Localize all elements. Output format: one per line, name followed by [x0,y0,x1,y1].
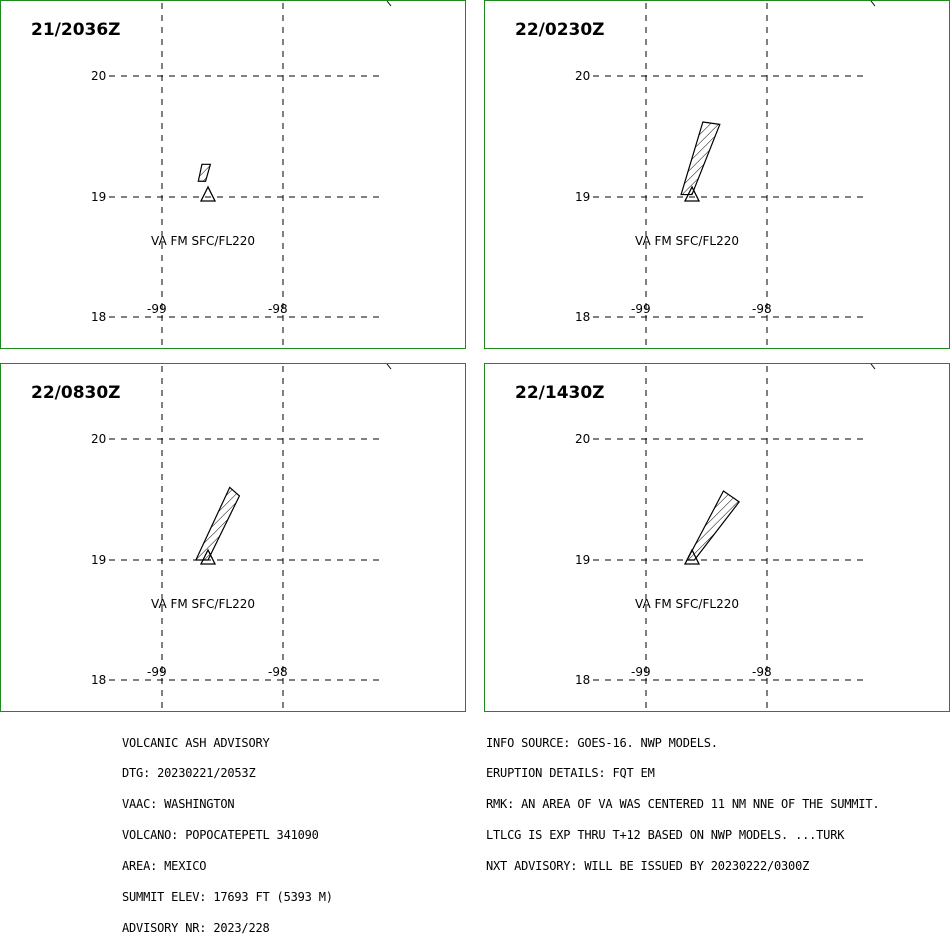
advisory-line: RMK: AN AREA OF VA WAS CENTERED 11 NM NNE OF THE SUMMIT. [486,797,880,812]
triangle-icon [201,187,215,201]
time-label: 22/0830Z [31,383,121,403]
advisory-line: SUMMIT ELEV: 17693 FT (5393 M) [122,890,333,905]
time-label: 21/2036Z [31,20,121,40]
longitude-label: -99 [631,665,651,679]
corner-tick [871,1,875,6]
longitude-label: -98 [752,302,772,316]
advisory-text-left [122,717,333,944]
longitude-label: -99 [147,302,167,316]
ash-cloud-polygon [196,487,240,560]
advisory-line: AREA: MEXICO [122,859,207,874]
advisory-text-right [486,717,879,882]
latitude-label: 19 [91,553,107,567]
latitude-label: 18 [575,673,591,687]
advisory-line: ERUPTION DETAILS: FQT EM [486,766,655,781]
latitude-label: 18 [575,310,591,324]
latitude-label: 18 [91,673,107,687]
ash-cloud-polygon [687,491,739,560]
advisory-line: VOLCANO: POPOCATEPETL 341090 [122,828,319,843]
map-panel-1 [0,0,466,349]
advisory-line: VAAC: WASHINGTON [122,797,235,812]
advisory-line: DTG: 20230221/2053Z [122,766,256,781]
latitude-label: 20 [91,69,107,83]
advisory-line: VOLCANIC ASH ADVISORY [122,735,270,750]
map-panel-3 [0,363,466,712]
map-panel-4 [484,363,950,712]
advisory-line: LTLCG IS EXP THRU T+12 BASED ON NWP MODELS. ...TURK [486,828,845,843]
va-level-label: VA FM SFC/FL220 [151,597,255,611]
longitude-label: -98 [752,665,772,679]
corner-tick [387,1,391,6]
latitude-label: 18 [91,310,107,324]
latitude-label: 20 [91,432,107,446]
corner-tick [387,364,391,369]
va-level-label: VA FM SFC/FL220 [635,234,739,248]
latitude-label: 20 [575,432,591,446]
advisory-line: INFO SOURCE: GOES-16. NWP MODELS. [486,735,718,750]
va-level-label: VA FM SFC/FL220 [635,597,739,611]
latitude-label: 19 [575,190,591,204]
latitude-label: 19 [91,190,107,204]
map-graphic [485,1,950,350]
latitude-label: 20 [575,69,591,83]
longitude-label: -99 [631,302,651,316]
time-label: 22/0230Z [515,20,605,40]
va-level-label: VA FM SFC/FL220 [151,234,255,248]
ash-cloud-polygon [198,164,210,181]
map-graphic [485,364,950,713]
map-graphic [1,1,467,350]
corner-tick [871,364,875,369]
latitude-label: 19 [575,553,591,567]
longitude-label: -99 [147,665,167,679]
map-graphic [1,364,467,713]
map-panel-2 [484,0,950,349]
ash-cloud-polygon [681,122,720,195]
advisory-line: ADVISORY NR: 2023/228 [122,920,270,935]
time-label: 22/1430Z [515,383,605,403]
longitude-label: -98 [268,302,288,316]
advisory-line: NXT ADVISORY: WILL BE ISSUED BY 20230222/0300Z [486,859,810,874]
longitude-label: -98 [268,665,288,679]
